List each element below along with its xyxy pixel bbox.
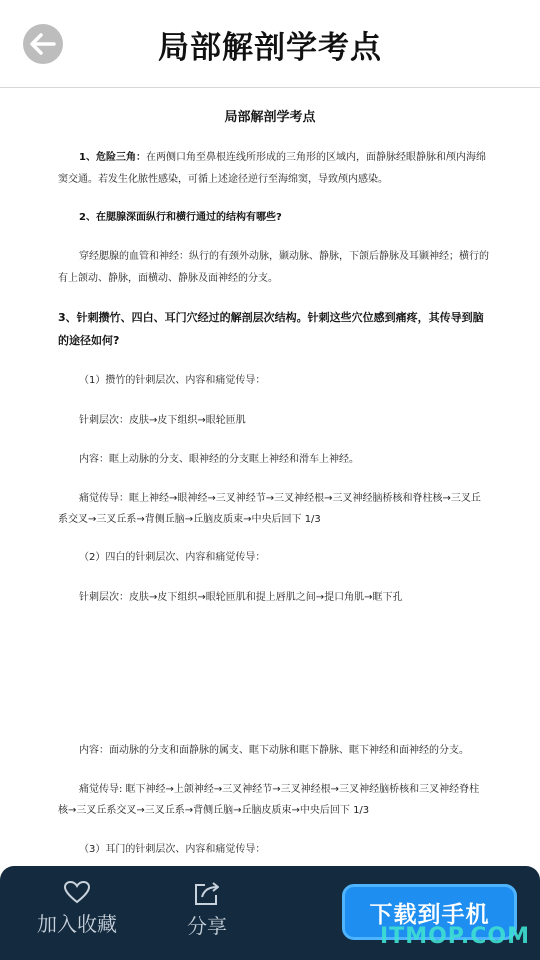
favorite-label: 加入收藏 <box>37 912 117 936</box>
share-button[interactable] <box>185 880 229 939</box>
section-1-layers: 针刺层次：皮肤→皮下组织→眼轮匝肌 <box>79 415 246 426</box>
document-title: 局部解剖学考点 <box>224 110 316 125</box>
share-icon <box>193 880 221 906</box>
favorite-button[interactable] <box>36 880 118 937</box>
download-to-phone-button[interactable]: 下载到手机 <box>342 884 517 940</box>
question-2: 2、在腮腺深面纵行和横行通过的结构有哪些? <box>79 212 282 223</box>
share-label: 分享 <box>187 914 227 938</box>
section-3-heading: （3）耳门的针刺层次、内容和痛觉传导： <box>79 844 266 855</box>
header-bar <box>0 0 540 88</box>
heart-icon <box>63 880 91 904</box>
section-2-pain-line-2: 核→三叉丘系交叉→三叉丘系→背侧丘脑→丘脑皮质束→中央后回下 1/3 <box>58 805 370 816</box>
section-1-pain-line-1: 痛觉传导：眶上神经→眼神经→三叉神经节→三叉神经根→三叉神经脑桥核和脊柱核→三叉丘 <box>79 493 481 504</box>
bottom-action-bar <box>0 866 540 960</box>
section-2-heading: （2）四白的针刺层次、内容和痛觉传导： <box>79 552 266 563</box>
paragraph-1-line-1: 1、危险三角：在两侧口角至鼻根连线所形成的三角形的区域内，面静脉经眼静脉和颅内海绵 <box>79 152 486 163</box>
section-2-layers: 针刺层次：皮肤→皮下组织→眼轮匝肌和提上唇肌之间→提口角肌→眶下孔 <box>79 592 403 603</box>
section-2-content: 内容：面动脉的分支和面静脉的属支、眶下动脉和眶下静脉、眶下神经和面神经的分支。 <box>79 745 469 756</box>
page-title: 局部解剖学考点 <box>158 30 382 66</box>
section-1-pain-line-2: 系交叉→三叉丘系→背侧丘脑→丘脑皮质束→中央后回下 1/3 <box>58 514 321 525</box>
paragraph-2-line-2: 有上颌动、静脉，面横动、静脉及面神经的分支。 <box>58 273 278 284</box>
paragraph-1-heading: 1、危险三角： <box>79 152 146 163</box>
question-3-line-1: 3、针刺攒竹、四白、耳门穴经过的解剖层次结构。针刺这些穴位感到痛疼，其传导到脑 <box>58 311 484 324</box>
section-2-pain-line-1: 痛觉传导: 眶下神经→上颌神经→三叉神经节→三叉神经根→三叉神经脑桥核和三叉神经脊柱 <box>79 784 480 795</box>
watermark: ITMOP.COM <box>380 924 530 949</box>
section-1-content: 内容：眶上动脉的分支、眼神经的分支眶上神经和滑车上神经。 <box>79 454 359 465</box>
document-content[interactable] <box>0 88 540 866</box>
question-3-line-2: 的途径如何? <box>58 334 120 347</box>
section-1-heading: （1）攒竹的针刺层次、内容和痛觉传导： <box>79 375 266 386</box>
paragraph-2-line-1: 穿经腮腺的血管和神经：纵行的有颈外动脉，颞动脉、静脉，下颌后静脉及耳颞神经；横行的 <box>79 251 489 262</box>
paragraph-1-line-2: 窦交通。若发生化脓性感染，可循上述途径逆行至海绵窦，导致颅内感染。 <box>58 174 388 185</box>
